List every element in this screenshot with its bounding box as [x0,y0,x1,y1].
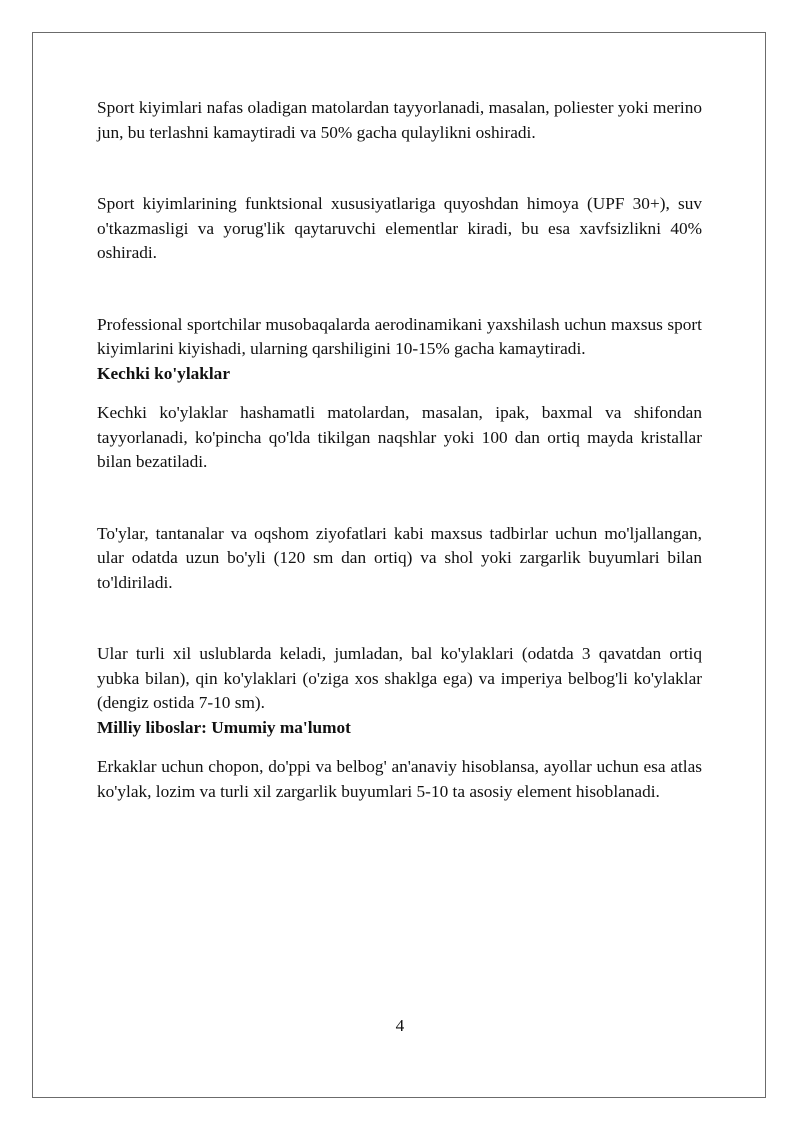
paragraph-evening-occasions: To'ylar, tantanalar va oqshom ziyofatlari kabi maxsus tadbirlar uchun mo'ljallangan, ular odatda uzun bo'yli (120 sm dan ortiq) va shol yoki zargarlik buyumlari bilan to'ldiriladi. [97,523,702,592]
paragraph-sport-features: Sport kiyimlarining funktsional xususiyatlariga quyoshdan himoya (UPF 30+), suv o'tkazmasligi va yorug'lik qaytaruvchi elementlar kiradi, bu esa xavfsizlikni 40% oshiradi. [97,194,702,262]
heading-evening-dresses: Kechki ko'ylaklar [97,363,230,383]
page-number: 4 [395,1016,405,1035]
heading-national-costumes: Milliy liboslar: Umumiy ma'lumot [97,717,351,737]
paragraph-evening-styles: Ular turli xil uslublarda keladi, jumladan, bal ko'ylaklari (odatda 3 qavatdan ortiq yubka bilan), qin ko'ylaklari (o'ziga xos shaklga ega) va imperiya belbog'li ko'ylaklar (dengiz ostida 7-10 sm). [97,644,702,712]
paragraph-sport-professional: Professional sportchilar musobaqalarda aerodinamikani yaxshilash uchun maxsus sport kiyimlarini kiyishadi, ularning qarshiligini 10-15% gacha kamaytiradi. [97,314,702,358]
paragraph-evening-fabrics: Kechki ko'ylaklar hashamatli matolardan, masalan, ipak, baxmal va shifondan tayyorlanadi, ko'pincha qo'lda tikilgan naqshlar yoki 100 dan ortiq mayda kristallar bilan bezatiladi. [97,403,702,471]
paragraph-national-elements: Erkaklar uchun chopon, do'ppi va belbog' an'anaviy hisoblansa, ayollar uchun esa atlas ko'ylak, lozim va turli xil zargarlik buyumlari 5-10 ta asosiy element hisoblanadi. [97,757,702,801]
document-body [97,96,702,804]
paragraph-sport-fabrics: Sport kiyimlari nafas oladigan matolardan tayyorlanadi, masalan, poliester yoki merino jun, bu terlashni kamaytiradi va 50% gacha qulaylikni oshiradi. [97,98,702,142]
